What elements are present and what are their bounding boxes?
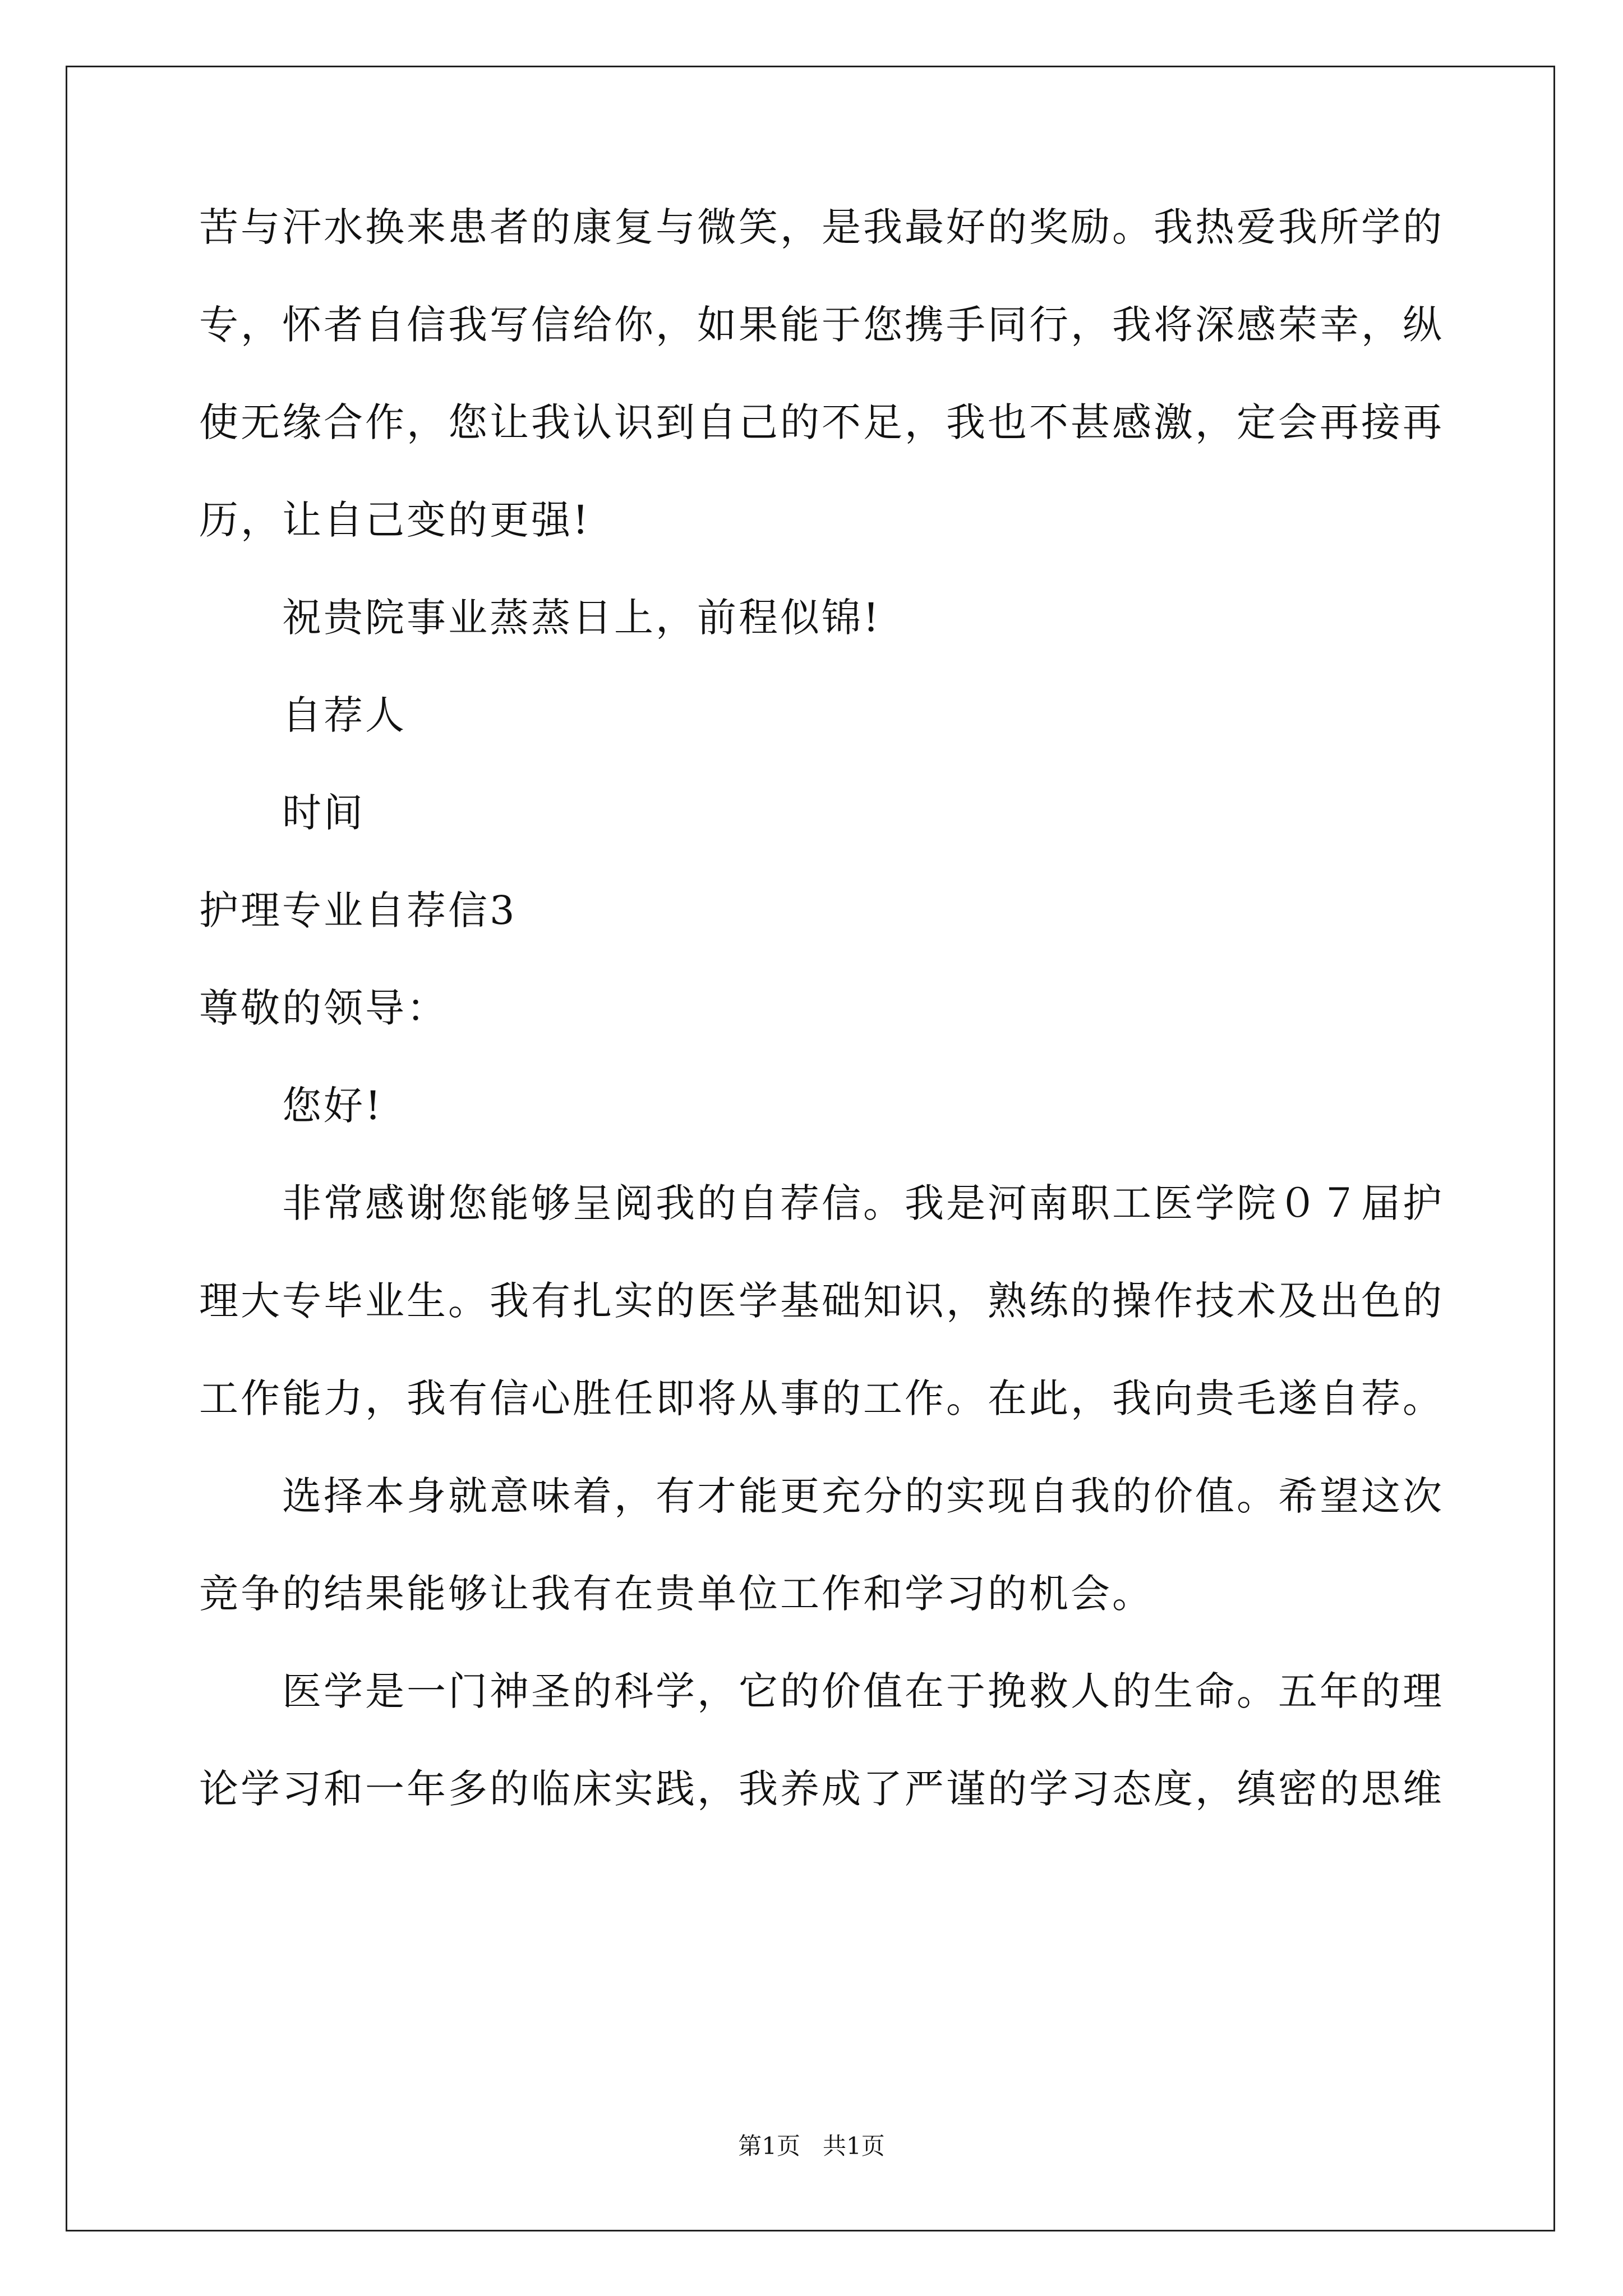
greeting: 您好! bbox=[282, 1083, 384, 1129]
text-line: 选择本身就意味着，有才能更充分的实现自我的价值。希望这次 bbox=[282, 1473, 1444, 1519]
page-footer: 第1页 共1页 bbox=[738, 2132, 885, 2160]
text-line: 非常感谢您能够呈阅我的自荐信。我是河南职工医学院０７届护 bbox=[282, 1180, 1444, 1226]
date-label: 时间 bbox=[282, 790, 365, 836]
salutation: 尊敬的领导： bbox=[199, 985, 448, 1031]
text-line: 历，让自己变的更强! bbox=[199, 497, 591, 543]
section-title: 护理专业自荐信3 bbox=[199, 887, 517, 933]
text-line: 论学习和一年多的临床实践，我养成了严谨的学习态度，缜密的思维 bbox=[199, 1766, 1444, 1812]
text-line: 理大专毕业生。我有扎实的医学基础知识，熟练的操作技术及出色的 bbox=[199, 1278, 1444, 1324]
text-line: 苦与汗水换来患者的康复与微笑，是我最好的奖励。我热爱我所学的 bbox=[199, 204, 1444, 250]
text-line: 使无缘合作，您让我认识到自己的不足，我也不甚感激，定会再接再 bbox=[199, 399, 1444, 445]
text-line: 医学是一门神圣的科学，它的价值在于挽救人的生命。五年的理 bbox=[282, 1668, 1444, 1714]
document-body bbox=[199, 204, 1444, 1812]
text-line: 竞争的结果能够让我有在贵单位工作和学习的机会。 bbox=[199, 1571, 1154, 1617]
closing-wish: 祝贵院事业蒸蒸日上，前程似锦! bbox=[282, 595, 882, 641]
text-line: 工作能力，我有信心胜任即将从事的工作。在此，我向贵毛遂自荐。 bbox=[199, 1375, 1444, 1421]
text-line: 专，怀者自信我写信给你，如果能于您携手同行，我将深感荣幸，纵 bbox=[199, 302, 1444, 348]
signature-label: 自荐人 bbox=[282, 692, 407, 738]
